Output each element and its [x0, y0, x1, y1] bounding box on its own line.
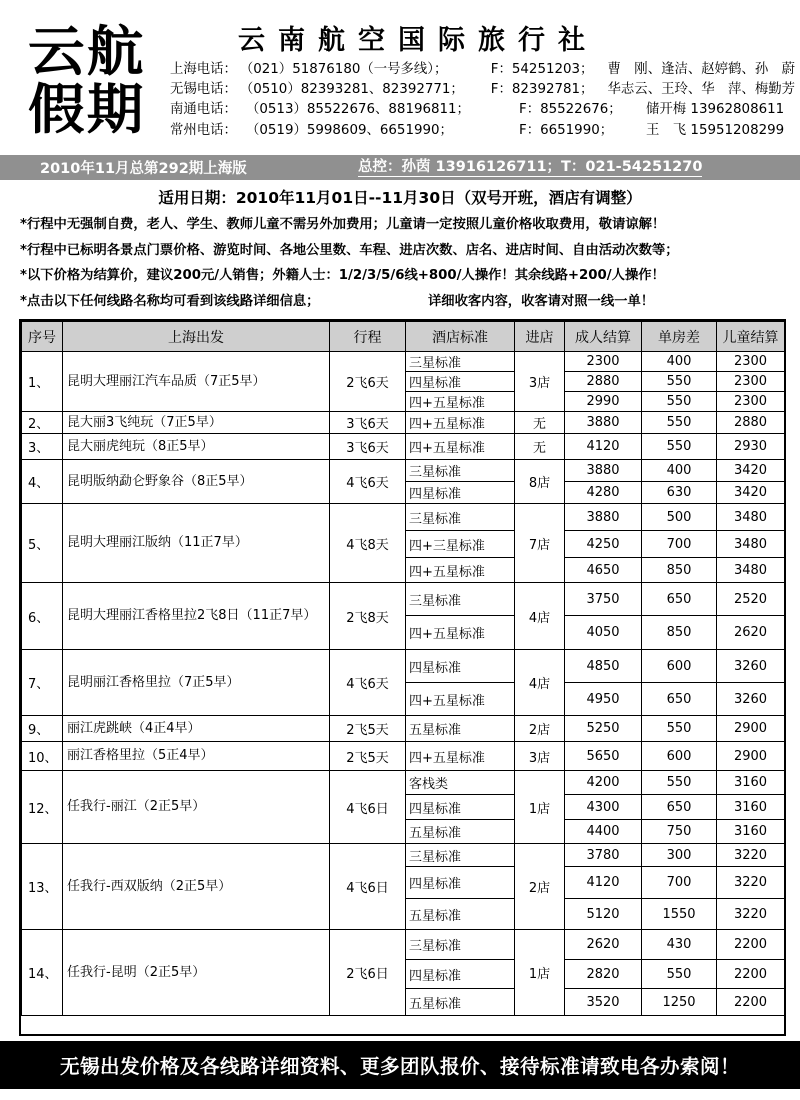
- shop-count: 1店: [515, 771, 565, 844]
- applicable-dates: 适用日期：2010年11月01日--11月30日（双号开班，酒店有调整）: [158, 189, 642, 207]
- single-supplement: 650: [642, 795, 717, 820]
- office-row: [170, 100, 795, 120]
- adult-price: 3880: [565, 412, 642, 434]
- adult-price: 4250: [565, 531, 642, 558]
- hotel-standard: 四+五星标准: [406, 412, 515, 434]
- adult-price: 4650: [565, 558, 642, 583]
- adult-price: 4200: [565, 771, 642, 795]
- note-item: *行程中无强制自费，老人、学生、教师儿童不需另外加费用；儿童请一定按照儿童价格收取费用，敬请谅解！: [20, 217, 666, 232]
- header-no: 序号: [22, 322, 63, 352]
- office-label: 上海电话：: [170, 62, 237, 77]
- child-price: 3480: [717, 504, 785, 531]
- table-row: [22, 460, 785, 482]
- hotel-standard: 四星标准: [406, 867, 515, 899]
- table-row: [22, 583, 785, 616]
- child-price: 2200: [717, 960, 785, 989]
- office-tel: （0510）82393281、82392771；: [239, 82, 464, 98]
- child-price: 2900: [717, 716, 785, 742]
- single-supplement: 550: [642, 372, 717, 392]
- child-price: 2200: [717, 930, 785, 960]
- table-row: [22, 930, 785, 960]
- adult-price: 5250: [565, 716, 642, 742]
- table-row: [22, 412, 785, 434]
- route-duration: 2飞8天: [330, 583, 406, 650]
- header-days: 行程: [330, 322, 406, 352]
- shop-count: 无: [515, 412, 565, 434]
- adult-price: 3780: [565, 844, 642, 867]
- hotel-standard: 四+五星标准: [406, 558, 515, 583]
- note-item: *以下价格为结算价，建议200元/人销售；外籍人士：1/2/3/5/6线+800/人操作！其余线路+200/人操作！: [20, 268, 665, 283]
- note-item: [20, 289, 800, 315]
- route-number: 5、: [22, 504, 63, 583]
- single-supplement: 550: [642, 434, 717, 460]
- child-price: 3480: [717, 558, 785, 583]
- route-duration: 3飞6天: [330, 434, 406, 460]
- shop-count: 2店: [515, 844, 565, 930]
- company-name: 云南航空国际旅行社: [238, 25, 598, 56]
- child-price: 2620: [717, 616, 785, 650]
- child-price: 3260: [717, 683, 785, 716]
- adult-price: 5650: [565, 742, 642, 771]
- route-name-link[interactable]: 任我行-昆明（2正5早）: [63, 930, 330, 1016]
- edition-label: 2010年11月总第292期上海版: [40, 161, 247, 177]
- hotel-standard: 四星标准: [406, 960, 515, 989]
- adult-price: 4280: [565, 482, 642, 504]
- shop-count: 8店: [515, 460, 565, 504]
- hotel-standard: 客栈类: [406, 771, 515, 795]
- child-price: 3420: [717, 460, 785, 482]
- hotel-standard: 五星标准: [406, 820, 515, 844]
- header-adult-price: 成人结算: [565, 322, 642, 352]
- route-name-link[interactable]: 昆明大理丽江汽车品质（7正5早）: [63, 352, 330, 412]
- table-row: [22, 504, 785, 531]
- route-duration: 2飞5天: [330, 742, 406, 771]
- hotel-standard: 四星标准: [406, 795, 515, 820]
- table-row: [22, 650, 785, 683]
- route-duration: 4飞6天: [330, 460, 406, 504]
- single-supplement: 300: [642, 844, 717, 867]
- route-number: 2、: [22, 412, 63, 434]
- office-staff: 王 飞 15951208299: [646, 122, 785, 138]
- single-supplement: 650: [642, 683, 717, 716]
- route-number: 14、: [22, 930, 63, 1016]
- table-row: [22, 716, 785, 742]
- route-name-link[interactable]: 昆大丽虎纯玩（8正5早）: [63, 434, 330, 460]
- office-fax: F：54251203；: [490, 62, 594, 77]
- route-number: 7、: [22, 650, 63, 716]
- controller-contact: 总控：孙茵 13916126711；T：021-54251270: [358, 158, 703, 175]
- office-contacts: [170, 60, 795, 141]
- hotel-standard: 五星标准: [406, 989, 515, 1016]
- route-name-link[interactable]: 昆明大理丽江香格里拉2飞8日（11正7早）: [63, 583, 330, 650]
- hotel-standard: 四+五星标准: [406, 616, 515, 650]
- hotel-standard: 三星标准: [406, 930, 515, 960]
- office-tel: （021）51876180（一号多线）；: [239, 62, 448, 77]
- hotel-standard: 四星标准: [406, 650, 515, 683]
- child-price: 3220: [717, 867, 785, 899]
- office-row: [170, 60, 795, 80]
- hotel-standard: 四星标准: [406, 482, 515, 504]
- adult-price: 3520: [565, 989, 642, 1016]
- hotel-standard: 四+五星标准: [406, 392, 515, 412]
- route-name-link[interactable]: 任我行-丽江（2正5早）: [63, 771, 330, 844]
- route-name-link[interactable]: 昆明大理丽江版纳（11正7早）: [63, 504, 330, 583]
- adult-price: 2300: [565, 352, 642, 372]
- header-shops: 进店: [515, 322, 565, 352]
- child-price: 3260: [717, 650, 785, 683]
- single-supplement: 550: [642, 716, 717, 742]
- route-name-link[interactable]: 昆明版纳勐仑野象谷（8正5早）: [63, 460, 330, 504]
- child-price: 2200: [717, 989, 785, 1016]
- shop-count: 3店: [515, 352, 565, 412]
- office-label: 南通电话：: [170, 102, 237, 118]
- hotel-standard: 五星标准: [406, 716, 515, 742]
- adult-price: 3880: [565, 504, 642, 531]
- route-duration: 2飞6日: [330, 930, 406, 1016]
- hotel-standard: 五星标准: [406, 899, 515, 930]
- table-row: [22, 434, 785, 460]
- single-supplement: 630: [642, 482, 717, 504]
- child-price: 2300: [717, 372, 785, 392]
- office-staff: 储开梅 13962808611: [646, 102, 785, 118]
- adult-price: 4050: [565, 616, 642, 650]
- child-price: 2300: [717, 352, 785, 372]
- footer-text: 无锡出发价格及各线路详细资料、更多团队报价、接待标准请致电各办索阅！: [59, 1055, 740, 1078]
- table-row: [22, 352, 785, 372]
- single-supplement: 550: [642, 771, 717, 795]
- note-order-hint: 详细收客内容，收客请对照一线一单！: [428, 293, 655, 309]
- table-row: [22, 844, 785, 867]
- child-price: 3220: [717, 899, 785, 930]
- office-row: [170, 80, 795, 100]
- route-duration: 2飞5天: [330, 716, 406, 742]
- notes-list: [20, 212, 800, 314]
- single-supplement: 500: [642, 504, 717, 531]
- route-duration: 3飞6天: [330, 412, 406, 434]
- route-duration: 4飞6日: [330, 771, 406, 844]
- single-supplement: 700: [642, 867, 717, 899]
- office-staff: 华志云、王玲、华 萍、梅勤芳: [607, 82, 795, 98]
- shop-count: 1店: [515, 930, 565, 1016]
- single-supplement: 430: [642, 930, 717, 960]
- single-supplement: 400: [642, 460, 717, 482]
- adult-price: 2880: [565, 372, 642, 392]
- route-number: 10、: [22, 742, 63, 771]
- child-price: 3160: [717, 795, 785, 820]
- adult-price: 4950: [565, 683, 642, 716]
- child-price: 2300: [717, 392, 785, 412]
- shop-count: 无: [515, 434, 565, 460]
- single-supplement: 550: [642, 412, 717, 434]
- price-table-body: [22, 352, 785, 1016]
- header-route: 上海出发: [63, 322, 330, 352]
- single-supplement: 600: [642, 742, 717, 771]
- hotel-standard: 四+五星标准: [406, 742, 515, 771]
- adult-price: 3750: [565, 583, 642, 616]
- hotel-standard: 三星标准: [406, 460, 515, 482]
- table-row: [22, 771, 785, 795]
- single-supplement: 1550: [642, 899, 717, 930]
- table-header-row: [22, 322, 785, 352]
- shop-count: 4店: [515, 583, 565, 650]
- price-table-frame: [19, 319, 786, 1036]
- brand-logo-line2: 假期: [28, 77, 146, 141]
- footer-banner: [0, 1041, 800, 1089]
- child-price: 2900: [717, 742, 785, 771]
- hotel-standard: 四+三星标准: [406, 531, 515, 558]
- note-click-hint: *点击以下任何线路名称均可看到该线路详细信息；: [20, 293, 320, 309]
- note-item: *行程中已标明各景点门票价格、游览时间、各地公里数、车程、进店次数、店名、进店时间、自由活动次数等；: [20, 242, 679, 258]
- route-duration: 4飞8天: [330, 504, 406, 583]
- office-label: 无锡电话：: [170, 82, 237, 98]
- hotel-standard: 三星标准: [406, 583, 515, 616]
- route-duration: 4飞6日: [330, 844, 406, 930]
- shop-count: 7店: [515, 504, 565, 583]
- table-row: [22, 742, 785, 771]
- hotel-standard: 三星标准: [406, 504, 515, 531]
- single-supplement: 700: [642, 531, 717, 558]
- office-row: [170, 121, 795, 141]
- shop-count: 2店: [515, 716, 565, 742]
- child-price: 2880: [717, 412, 785, 434]
- child-price: 3420: [717, 482, 785, 504]
- hotel-standard: 四星标准: [406, 372, 515, 392]
- route-name-link[interactable]: 昆大丽3飞纯玩（7正5早）: [63, 412, 330, 434]
- brand-logo: [28, 19, 160, 141]
- single-supplement: 850: [642, 616, 717, 650]
- adult-price: 4400: [565, 820, 642, 844]
- route-duration: 4飞6天: [330, 650, 406, 716]
- route-number: 9、: [22, 716, 63, 742]
- shop-count: 4店: [515, 650, 565, 716]
- single-supplement: 550: [642, 392, 717, 412]
- adult-price: 4120: [565, 434, 642, 460]
- brand-logo-line1: 云航: [28, 19, 146, 83]
- route-number: 1、: [22, 352, 63, 412]
- office-tel: （0513）85522676、88196811；: [246, 102, 470, 118]
- single-supplement: 400: [642, 352, 717, 372]
- single-supplement: 550: [642, 960, 717, 989]
- route-number: 6、: [22, 583, 63, 650]
- route-number: 13、: [22, 844, 63, 930]
- route-number: 12、: [22, 771, 63, 844]
- office-label: 常州电话：: [170, 122, 237, 138]
- route-name-link[interactable]: 任我行-西双版纳（2正5早）: [63, 844, 330, 930]
- child-price: 2930: [717, 434, 785, 460]
- office-staff: 曹 刚、逢洁、赵婷鹤、孙 蔚: [607, 62, 795, 77]
- office-fax: F：6651990；: [519, 122, 614, 138]
- adult-price: 3880: [565, 460, 642, 482]
- child-price: 2520: [717, 583, 785, 616]
- office-fax: F：85522676；: [519, 102, 622, 118]
- shop-count: 3店: [515, 742, 565, 771]
- edition-bar: [0, 155, 800, 180]
- route-duration: 2飞6天: [330, 352, 406, 412]
- single-supplement: 750: [642, 820, 717, 844]
- single-supplement: 850: [642, 558, 717, 583]
- child-price: 3160: [717, 771, 785, 795]
- single-supplement: 1250: [642, 989, 717, 1016]
- adult-price: 5120: [565, 899, 642, 930]
- office-tel: （0519）5998609、6651990；: [246, 122, 453, 138]
- office-fax: F：82392781；: [490, 82, 594, 98]
- adult-price: 2820: [565, 960, 642, 989]
- adult-price: 4300: [565, 795, 642, 820]
- route-number: 4、: [22, 460, 63, 504]
- adult-price: 2990: [565, 392, 642, 412]
- child-price: 3480: [717, 531, 785, 558]
- header-single-supplement: 单房差: [642, 322, 717, 352]
- route-number: 3、: [22, 434, 63, 460]
- single-supplement: 600: [642, 650, 717, 683]
- hotel-standard: 四+五星标准: [406, 434, 515, 460]
- adult-price: 2620: [565, 930, 642, 960]
- hotel-standard: 四+五星标准: [406, 683, 515, 716]
- header-hotel: 酒店标准: [406, 322, 515, 352]
- single-supplement: 650: [642, 583, 717, 616]
- route-name-link[interactable]: 丽江虎跳峡（4正4早）: [63, 716, 330, 742]
- route-name-link[interactable]: 昆明丽江香格里拉（7正5早）: [63, 650, 330, 716]
- route-name-link[interactable]: 丽江香格里拉（5正4早）: [63, 742, 330, 771]
- header-child-price: 儿童结算: [717, 322, 785, 352]
- adult-price: 4120: [565, 867, 642, 899]
- hotel-standard: 三星标准: [406, 352, 515, 372]
- adult-price: 4850: [565, 650, 642, 683]
- child-price: 3220: [717, 844, 785, 867]
- price-table: [21, 321, 785, 1016]
- child-price: 3160: [717, 820, 785, 844]
- hotel-standard: 三星标准: [406, 844, 515, 867]
